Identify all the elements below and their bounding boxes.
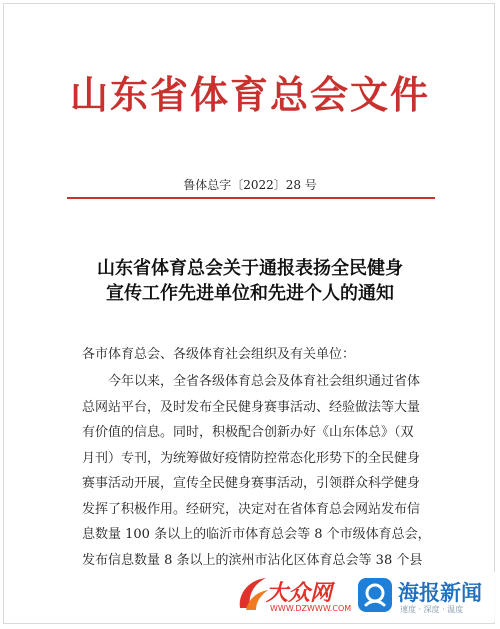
body-line: 发挥了积极作用。经研究，决定对在省体育总会网站发布信 bbox=[82, 501, 421, 517]
document-header: 山东省体育总会文件 bbox=[69, 72, 430, 117]
body-line: 今年以来，全省各级体育总会及体育社会组织通过省体 bbox=[108, 374, 421, 389]
notice-title bbox=[0, 256, 500, 306]
document-number: 鲁体总字〔2022〕28 号 bbox=[183, 178, 317, 192]
dzwww-logo bbox=[236, 574, 361, 618]
body-line: 发布信息数量 8 条以上的滨州市沾化区体育总会等 38 个县 bbox=[82, 552, 423, 568]
haibao-name: 海报新闻 bbox=[398, 581, 482, 605]
red-divider-rule bbox=[67, 197, 435, 199]
haibao-slogan: 速度 · 深度 · 温度 bbox=[400, 605, 464, 614]
notice-title-line-2: 宣传工作先进单位和先进个人的通知 bbox=[106, 283, 394, 304]
body-line: 息数量 100 条以上的临沂市体育总会等 8 个市级体育总会， bbox=[82, 527, 431, 542]
body-line: 有价值的信息。同时，积极配合创新办好《山东体总》（双 bbox=[82, 425, 414, 440]
body-line: 总网站平台，及时发布全民健身赛事活动、经验做法等大量 bbox=[82, 399, 421, 415]
body-text bbox=[82, 369, 440, 573]
notice-title-line-1: 山东省体育总会关于通报表扬全民健身 bbox=[97, 258, 403, 279]
body-line: 月刊）专刊，为统筹做好疫情防控常态化形势下的全民健身 bbox=[82, 450, 421, 466]
dzwww-name: 大众网 bbox=[266, 581, 333, 606]
haibao-logo-icon bbox=[358, 578, 392, 612]
body-line: 赛事活动开展，宣传全民健身赛事活动，引领群众科学健身 bbox=[82, 476, 421, 491]
watermark-bar bbox=[230, 572, 500, 622]
salutation: 各市体育总会、各级体育社会组织及有关单位： bbox=[82, 347, 356, 362]
dzwww-swoosh-icon bbox=[236, 574, 270, 614]
dzwww-url: WWW.DZWWW.COM bbox=[270, 604, 352, 613]
